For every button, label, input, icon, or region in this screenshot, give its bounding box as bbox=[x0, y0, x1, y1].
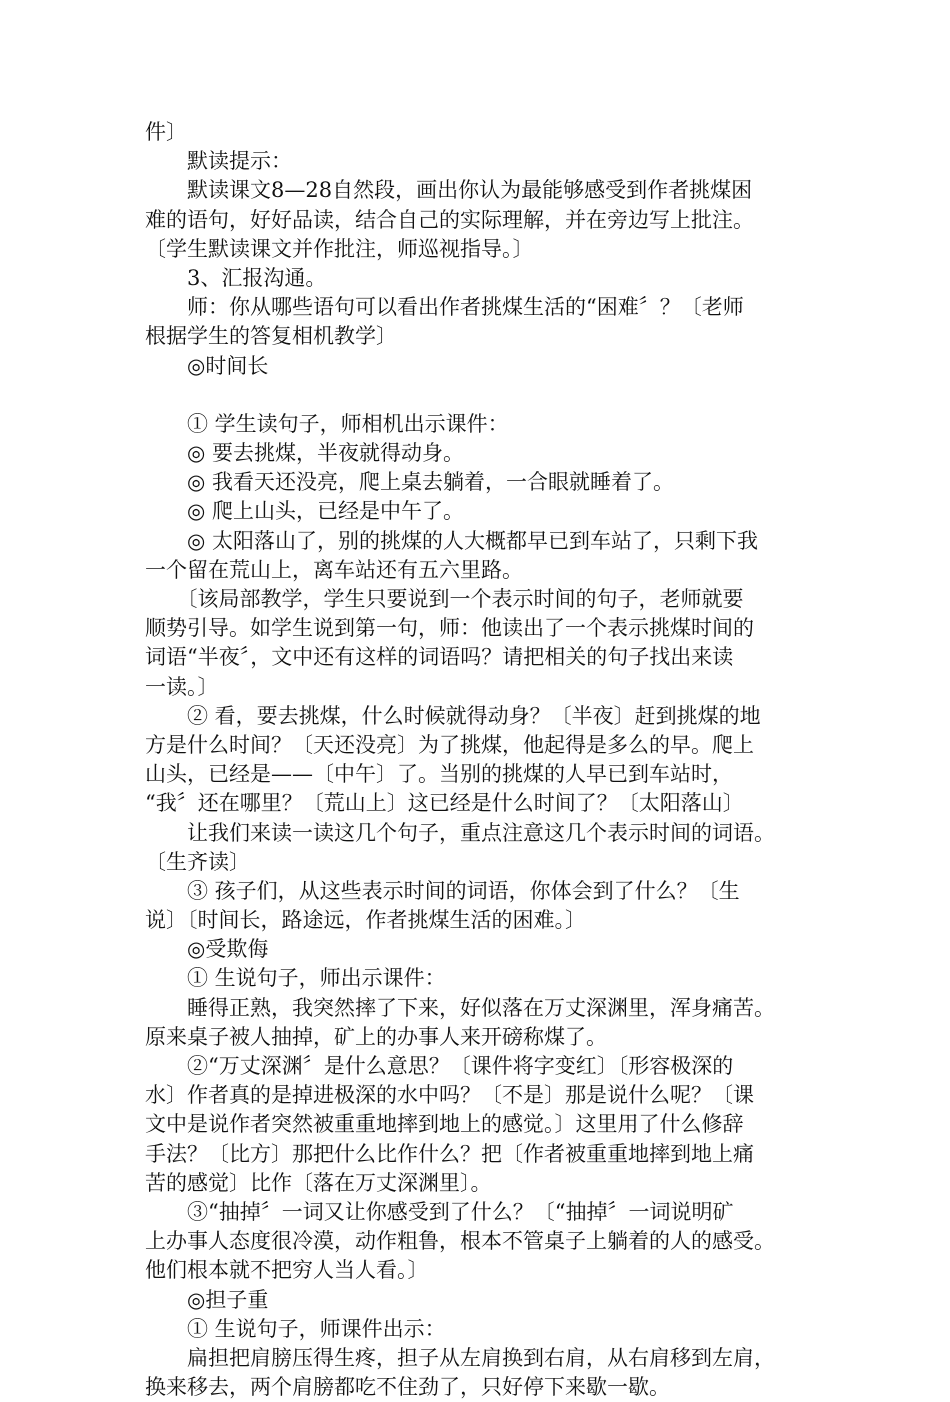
text-line: 睡得正熟，我突然摔了下来，好似落在万丈深渊里，浑身痛苦。 bbox=[145, 995, 775, 1020]
text-line: 默读课文8—28自然段，画出你认为最能够感受到作者挑煤困 bbox=[145, 178, 753, 203]
text-line: 默读提示： bbox=[145, 149, 292, 174]
text-line: ◎ 要去挑煤，半夜就得动身。 bbox=[145, 441, 464, 466]
text-line: 顺势引导。如学生说到第一句，师：他读出了一个表示挑煤时间的 bbox=[145, 616, 754, 641]
text-line: ③“抽掉〞一词又让你感受到了什么？〔“抽掉〞一词说明矿 bbox=[145, 1199, 734, 1224]
text-line: 换来移去，两个肩膀都吃不住劲了，只好停下来歇一歇。 bbox=[145, 1375, 670, 1400]
text-line: 一个留在荒山上，离车站还有五六里路。 bbox=[145, 557, 523, 582]
text-line: 一读。〕 bbox=[145, 674, 219, 699]
text-line: 〔学生默读课文并作批注，师巡视指导。〕 bbox=[145, 236, 534, 261]
text-line: 方是什么时间？〔天还没亮〕为了挑煤，他起得是多么的早。爬上 bbox=[145, 732, 754, 757]
text-line: ◎时间长 bbox=[145, 353, 269, 378]
document-body bbox=[145, 118, 815, 1402]
text-line: ① 生说句子，师课件出示： bbox=[145, 1316, 446, 1341]
text-line: ◎ 太阳落山了，别的挑煤的人大概都早已到车站了，只剩下我 bbox=[145, 528, 758, 553]
text-line: 山头，已经是——〔中午〕了。当别的挑煤的人早已到车站时， bbox=[145, 762, 733, 787]
text-line: 手法？〔比方〕那把什么比作什么？把〔作者被重重地摔到地上痛 bbox=[145, 1141, 754, 1166]
text-line: 他们根本就不把穷人当人看。〕 bbox=[145, 1258, 429, 1283]
text-line: 〔该局部教学，学生只要说到一个表示时间的句子，老师就要 bbox=[145, 587, 744, 611]
text-line: ②“万丈深渊〞是什么意思？〔课件将字变红〕〔形容极深的 bbox=[145, 1054, 734, 1078]
text-line: 扁担把肩膀压得生疼，担子从左肩换到右肩，从右肩移到左肩， bbox=[145, 1345, 775, 1370]
text-line: 难的语句，好好品读，结合自己的实际理解，并在旁边写上批注。 bbox=[145, 207, 754, 232]
text-line: 根据学生的答复相机教学〕 bbox=[145, 324, 397, 349]
text-line: ◎担子重 bbox=[145, 1287, 269, 1312]
text-line: 原来桌子被人抽掉，矿上的办事人来开磅称煤了。 bbox=[145, 1024, 607, 1049]
text-line: ① 生说句子，师出示课件： bbox=[145, 966, 446, 991]
text-line: 〔生齐读〕 bbox=[145, 849, 250, 874]
text-line: 说〕〔时间长，路途远，作者挑煤生活的困难。〕 bbox=[145, 908, 586, 933]
text-line: 水〕作者真的是掉进极深的水中吗？〔不是〕那是说什么呢？〔课 bbox=[145, 1083, 754, 1108]
text-line: 让我们来读一读这几个句子，重点注意这几个表示时间的词语。 bbox=[145, 820, 775, 845]
text-line: ③ 孩子们，从这些表示时间的词语，你体会到了什么？〔生 bbox=[145, 878, 740, 903]
text-line: ◎受欺侮 bbox=[145, 937, 269, 962]
text-line bbox=[145, 381, 815, 410]
text-line: ① 学生读句子，师相机出示课件： bbox=[145, 411, 509, 436]
text-line: 3、汇报沟通。 bbox=[145, 265, 327, 290]
text-line: “我〞还在哪里？〔荒山上〕这已经是什么时间了？〔太阳落山〕 bbox=[145, 791, 744, 816]
text-line: ◎ 爬上山头，已经是中午了。 bbox=[145, 499, 464, 524]
text-line: ② 看，要去挑煤，什么时候就得动身？〔半夜〕赶到挑煤的地 bbox=[145, 703, 761, 728]
text-line: 文中是说作者突然被重重地摔到地上的感觉。〕这里用了什么修辞 bbox=[145, 1112, 744, 1137]
text-line: ◎ 我看天还没亮，爬上桌去躺着，一合眼就睡着了。 bbox=[145, 470, 674, 495]
text-line: 上办事人态度很冷漠，动作粗鲁，根本不管桌子上躺着的人的感受。 bbox=[145, 1229, 775, 1254]
text-line: 件〕 bbox=[145, 120, 187, 144]
text-line: 苦的感觉〕比作〔落在万丈深渊里〕。 bbox=[145, 1170, 492, 1195]
text-line: 师：你从哪些语句可以看出作者挑煤生活的“困难〞？〔老师 bbox=[145, 295, 744, 320]
text-line: 词语“半夜〞，文中还有这样的词语吗？请把相关的句子找出来读 bbox=[145, 645, 734, 670]
